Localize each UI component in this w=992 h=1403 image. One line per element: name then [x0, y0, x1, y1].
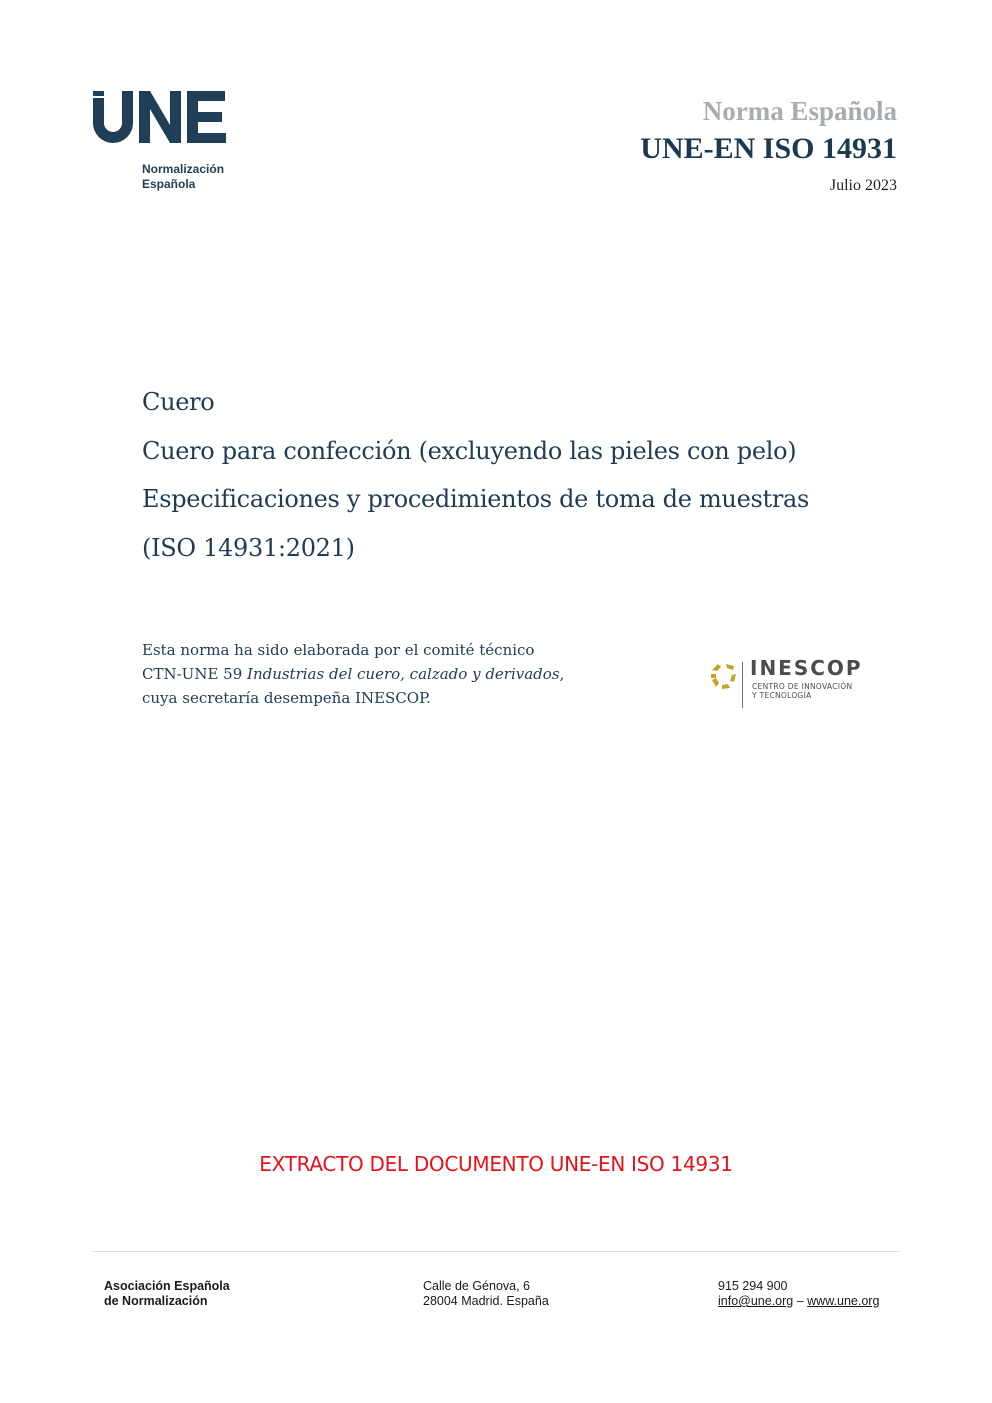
- footer-address: [423, 1279, 549, 1309]
- title-line: (ISO 14931:2021): [142, 534, 355, 562]
- email-link[interactable]: info@une.org: [718, 1294, 794, 1308]
- footer-address-line: 28004 Madrid. España: [423, 1294, 549, 1308]
- extract-banner: EXTRACTO DEL DOCUMENTO UNE-EN ISO 14931: [259, 1152, 733, 1176]
- footer-address-line: Calle de Génova, 6: [423, 1279, 531, 1293]
- link-separator: –: [793, 1294, 808, 1308]
- committee-code: CTN-UNE 59: [142, 665, 248, 683]
- committee-line: [142, 662, 622, 686]
- footer-org-line: de Normalización: [104, 1294, 208, 1308]
- committee-line: cuya secretaría desempeña INESCOP.: [142, 689, 431, 707]
- publication-date: Julio 2023: [829, 177, 897, 194]
- footer-organization: [104, 1279, 230, 1309]
- footer-links: [718, 1294, 879, 1309]
- committee-comma: ,: [559, 665, 565, 683]
- footer-divider: [93, 1251, 899, 1252]
- norma-label: Norma Española: [702, 96, 897, 126]
- inescop-subtitle: CENTRO DE INNOVACIÓN Y TECNOLOGÍA: [752, 682, 853, 700]
- footer-contact: [718, 1279, 879, 1309]
- footer-org-line: Asociación Española: [104, 1279, 230, 1293]
- une-logo-subtitle: Normalización Española: [142, 162, 225, 191]
- norma-code: UNE-EN ISO 14931: [640, 132, 897, 165]
- committee-name: Industrias del cuero, calzado y derivados: [247, 665, 560, 683]
- committee-line: Esta norma ha sido elaborada por el comité técnico: [142, 641, 535, 659]
- committee-statement: [142, 638, 622, 710]
- website-link[interactable]: www.une.org: [807, 1294, 880, 1308]
- inescop-name: INESCOP: [750, 656, 863, 680]
- title-line: Cuero para confección (excluyendo las pieles con pelo): [142, 437, 797, 465]
- title-line: Especificaciones y procedimientos de toma de muestras: [142, 485, 810, 513]
- footer-phone: 915 294 900: [718, 1279, 788, 1293]
- title-line: Cuero: [142, 388, 215, 416]
- inescop-divider: [742, 662, 743, 708]
